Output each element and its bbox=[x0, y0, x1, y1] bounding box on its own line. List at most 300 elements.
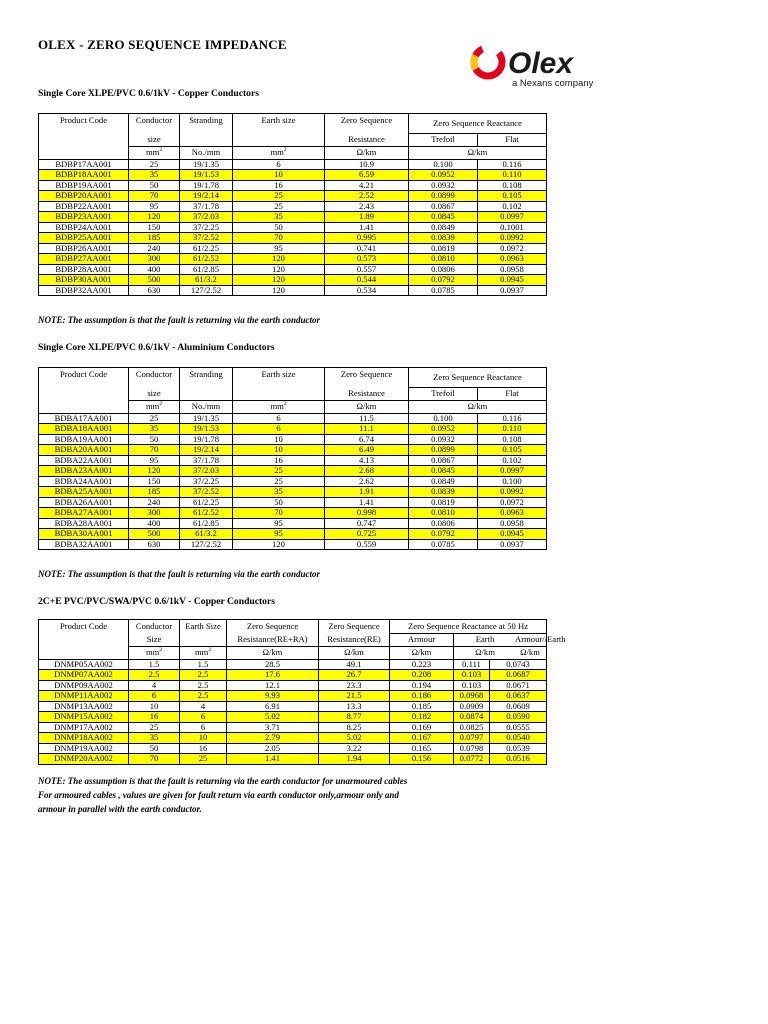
product-code-header: Product Code bbox=[39, 368, 129, 388]
cell-code: BDBA24AA001 bbox=[39, 476, 129, 487]
cell-rera: 17.6 bbox=[227, 670, 319, 681]
cell-size: 25 bbox=[129, 413, 180, 424]
cell-flat: 0.0937 bbox=[478, 539, 547, 550]
cell-code: DNMP17AA002 bbox=[39, 722, 129, 733]
cell-size: 50 bbox=[129, 434, 180, 445]
cell-rera: 28.5 bbox=[227, 659, 319, 670]
armour-earth-header: Armour//Earth bbox=[515, 634, 566, 645]
table-row bbox=[39, 434, 547, 445]
cell-code: BDBP28AA001 bbox=[39, 264, 129, 275]
cell-strand: 37/2.03 bbox=[180, 212, 233, 223]
cell-earthx: 0.0797 bbox=[454, 733, 490, 744]
cell-ae: 0.0590 bbox=[490, 712, 547, 723]
cell-res: 0.747 bbox=[325, 518, 409, 529]
table-row bbox=[39, 670, 547, 681]
flat-header: Flat bbox=[478, 134, 547, 147]
cell-code: BDBA25AA001 bbox=[39, 487, 129, 498]
cell-earth: 120 bbox=[233, 285, 325, 296]
cell-flat: 0.100 bbox=[478, 476, 547, 487]
swa-note-1: NOTE: The assumption is that the fault is returning via the earth conductor for unarmoured cables bbox=[38, 776, 408, 786]
cell-trefoil: 0.0792 bbox=[409, 529, 478, 540]
cell-strand: 61/2.85 bbox=[180, 518, 233, 529]
cell-armour: 0.156 bbox=[390, 754, 454, 765]
cell-res: 10.9 bbox=[325, 159, 409, 170]
cell-strand: 61/3.2 bbox=[180, 529, 233, 540]
table-row bbox=[39, 691, 547, 702]
armour-header: Armour bbox=[390, 634, 454, 647]
swa-note-3: armour in parallel with the earth conductor. bbox=[38, 804, 202, 814]
cell-code: BDBP26AA001 bbox=[39, 243, 129, 254]
logo-name: Olex bbox=[508, 47, 574, 80]
cell-earthx: 0.0825 bbox=[454, 722, 490, 733]
cell-code: BDBP32AA001 bbox=[39, 285, 129, 296]
cell-strand: 19/1.35 bbox=[180, 413, 233, 424]
earth-size-header: Earth Size bbox=[180, 620, 227, 634]
cell-re: 3.22 bbox=[319, 743, 390, 754]
conductor-unit: $mm^2$ bbox=[129, 646, 180, 659]
aluminium-section-title: Single Core XLPE/PVC 0.6/1kV - Aluminium Conductors bbox=[38, 342, 275, 353]
cell-armour: 0.169 bbox=[390, 722, 454, 733]
cell-size: 6 bbox=[129, 691, 180, 702]
resistance-unit: Ω/km bbox=[325, 400, 409, 413]
reactance-unit: Ω/km bbox=[409, 400, 547, 413]
conductor-header: Conductor bbox=[129, 114, 180, 134]
table-row bbox=[39, 285, 547, 296]
cell-res: 1.89 bbox=[325, 212, 409, 223]
table-row bbox=[39, 413, 547, 424]
cell-flat: 0.0997 bbox=[478, 466, 547, 477]
table-row bbox=[39, 180, 547, 191]
cell-res: 4.13 bbox=[325, 455, 409, 466]
copper-section-title: Single Core XLPE/PVC 0.6/1kV - Copper Conductors bbox=[38, 88, 259, 99]
cell-armour: 0.165 bbox=[390, 743, 454, 754]
cell-res: 11.5 bbox=[325, 413, 409, 424]
cell-flat: 0.102 bbox=[478, 455, 547, 466]
cell-trefoil: 0.0932 bbox=[409, 180, 478, 191]
cell-ae: 0.0540 bbox=[490, 733, 547, 744]
cell-flat: 0.0963 bbox=[478, 254, 547, 265]
copper-table bbox=[38, 113, 547, 296]
cell-earth: 10 bbox=[180, 733, 227, 744]
cell-res: 0.557 bbox=[325, 264, 409, 275]
cell-earth: 95 bbox=[233, 518, 325, 529]
cell-armour: 0.186 bbox=[390, 691, 454, 702]
cell-res: 0.998 bbox=[325, 508, 409, 519]
cell-ae: 0.0743 bbox=[490, 659, 547, 670]
cell-armour: 0.182 bbox=[390, 712, 454, 723]
cell-flat: 0.0972 bbox=[478, 243, 547, 254]
cell-trefoil: 0.0839 bbox=[409, 487, 478, 498]
cell-code: BDBA32AA001 bbox=[39, 539, 129, 550]
cell-earth: 10 bbox=[233, 170, 325, 181]
table-row bbox=[39, 680, 547, 691]
cell-code: BDBP27AA001 bbox=[39, 254, 129, 265]
cell-flat: 0.105 bbox=[478, 191, 547, 202]
cell-earth: 16 bbox=[233, 455, 325, 466]
earth-header: Earth bbox=[475, 634, 495, 645]
cell-trefoil: 0.0952 bbox=[409, 424, 478, 435]
cell-strand: 61/2.25 bbox=[180, 497, 233, 508]
cell-re: 8.77 bbox=[319, 712, 390, 723]
cell-size: 500 bbox=[129, 275, 180, 286]
cell-rera: 12.1 bbox=[227, 680, 319, 691]
cell-size: 50 bbox=[129, 180, 180, 191]
cell-code: BDBP18AA001 bbox=[39, 170, 129, 181]
cell-size: 1.5 bbox=[129, 659, 180, 670]
cell-armour: 0.223 bbox=[390, 659, 454, 670]
armour-unit: Ω/km bbox=[390, 646, 454, 659]
cell-earth: 10 bbox=[233, 434, 325, 445]
conductor-header-2: size bbox=[129, 134, 180, 147]
table-row bbox=[39, 455, 547, 466]
cell-code: DNMP09AA002 bbox=[39, 680, 129, 691]
cell-size: 16 bbox=[129, 712, 180, 723]
cell-code: DNMP13AA002 bbox=[39, 701, 129, 712]
stranding-header: Stranding bbox=[180, 368, 233, 388]
cell-size: 25 bbox=[129, 159, 180, 170]
table-row bbox=[39, 743, 547, 754]
cell-code: DNMP11AA002 bbox=[39, 691, 129, 702]
swa-table bbox=[38, 619, 566, 765]
table-row bbox=[39, 159, 547, 170]
cell-strand: 37/2.25 bbox=[180, 222, 233, 233]
cell-res: 0.544 bbox=[325, 275, 409, 286]
table-row bbox=[39, 487, 547, 498]
cell-trefoil: 0.0899 bbox=[409, 445, 478, 456]
table-row bbox=[39, 264, 547, 275]
cell-re: 13.3 bbox=[319, 701, 390, 712]
cell-code: BDBA22AA001 bbox=[39, 455, 129, 466]
rera-header: Zero Sequence bbox=[227, 620, 319, 634]
cell-size: 35 bbox=[129, 424, 180, 435]
cell-flat: 0.110 bbox=[478, 424, 547, 435]
table-row bbox=[39, 201, 547, 212]
aluminium-table bbox=[38, 367, 547, 550]
cell-size: 4 bbox=[129, 680, 180, 691]
cell-strand: 61/2.85 bbox=[180, 264, 233, 275]
cell-size: 50 bbox=[129, 743, 180, 754]
cell-earth: 10 bbox=[233, 445, 325, 456]
cell-code: BDBP24AA001 bbox=[39, 222, 129, 233]
cell-strand: 61/2.52 bbox=[180, 508, 233, 519]
cell-earth: 4 bbox=[180, 701, 227, 712]
earth-armour-header-cell bbox=[454, 634, 566, 647]
re-header: Zero Sequence bbox=[319, 620, 390, 634]
cell-earth: 35 bbox=[233, 212, 325, 223]
cell-strand: 37/2.03 bbox=[180, 466, 233, 477]
cell-strand: 37/2.25 bbox=[180, 476, 233, 487]
cell-trefoil: 0.0806 bbox=[409, 518, 478, 529]
cell-size: 70 bbox=[129, 191, 180, 202]
cell-code: BDBA30AA001 bbox=[39, 529, 129, 540]
cell-res: 0.741 bbox=[325, 243, 409, 254]
cell-earth: 70 bbox=[233, 233, 325, 244]
cell-size: 400 bbox=[129, 264, 180, 275]
earth-size-header: Earth size bbox=[233, 114, 325, 134]
cell-ae: 0.0637 bbox=[490, 691, 547, 702]
conductor-header-2: Size bbox=[129, 634, 180, 647]
table-row bbox=[39, 476, 547, 487]
cell-strand: 19/1.78 bbox=[180, 434, 233, 445]
earth-unit: $mm^2$ bbox=[180, 646, 227, 659]
armour-earth-unit: Ω/km bbox=[520, 647, 540, 658]
cell-res: 2.62 bbox=[325, 476, 409, 487]
cell-trefoil: 0.0810 bbox=[409, 508, 478, 519]
swa-note-2: For armoured cables , values are given for fault return via earth conductor only,armour only and bbox=[38, 790, 399, 800]
cell-trefoil: 0.0839 bbox=[409, 233, 478, 244]
cell-earth: 120 bbox=[233, 254, 325, 265]
cell-code: BDBA17AA001 bbox=[39, 413, 129, 424]
cell-strand: 37/2.52 bbox=[180, 487, 233, 498]
cell-code: DNMP18AA002 bbox=[39, 733, 129, 744]
cell-ae: 0.0516 bbox=[490, 754, 547, 765]
olex-ring-icon bbox=[468, 42, 507, 81]
cell-rera: 3.71 bbox=[227, 722, 319, 733]
rera-unit: Ω/km bbox=[227, 646, 319, 659]
aluminium-note: NOTE: The assumption is that the fault is returning via the earth conductor bbox=[38, 569, 321, 579]
table-row bbox=[39, 233, 547, 244]
cell-trefoil: 0.0819 bbox=[409, 243, 478, 254]
cell-armour: 0.208 bbox=[390, 670, 454, 681]
conductor-header: Conductor bbox=[129, 368, 180, 388]
resistance-unit: Ω/km bbox=[325, 146, 409, 159]
cell-code: BDBA23AA001 bbox=[39, 466, 129, 477]
zero-seq-reactance-header: Zero Sequence Reactance bbox=[409, 114, 547, 134]
cell-trefoil: 0.0845 bbox=[409, 466, 478, 477]
cell-strand: 19/1.35 bbox=[180, 159, 233, 170]
table-row bbox=[39, 518, 547, 529]
cell-strand: 19/2.14 bbox=[180, 191, 233, 202]
cell-earth: 120 bbox=[233, 275, 325, 286]
conductor-header-2: size bbox=[129, 388, 180, 401]
cell-earth: 50 bbox=[233, 222, 325, 233]
cell-res: 6.74 bbox=[325, 434, 409, 445]
table-row bbox=[39, 529, 547, 540]
cell-trefoil: 0.0849 bbox=[409, 476, 478, 487]
table-row bbox=[39, 508, 547, 519]
cell-flat: 0.108 bbox=[478, 434, 547, 445]
cell-strand: 19/1.53 bbox=[180, 170, 233, 181]
conductor-header: Conductor bbox=[129, 620, 180, 634]
cell-size: 150 bbox=[129, 476, 180, 487]
cell-trefoil: 0.0899 bbox=[409, 191, 478, 202]
cell-code: BDBA28AA001 bbox=[39, 518, 129, 529]
cell-size: 95 bbox=[129, 201, 180, 212]
cell-rera: 2.05 bbox=[227, 743, 319, 754]
cell-res: 6.49 bbox=[325, 445, 409, 456]
trefoil-header: Trefoil bbox=[409, 134, 478, 147]
cell-code: DNMP15AA002 bbox=[39, 712, 129, 723]
cell-earth: 6 bbox=[180, 712, 227, 723]
table-row bbox=[39, 445, 547, 456]
cell-size: 240 bbox=[129, 497, 180, 508]
cell-size: 240 bbox=[129, 243, 180, 254]
cell-flat: 0.0963 bbox=[478, 508, 547, 519]
cell-re: 26.7 bbox=[319, 670, 390, 681]
cell-earth: 1.5 bbox=[180, 659, 227, 670]
resistance-header-2: Resistance bbox=[325, 134, 409, 147]
cell-earth: 70 bbox=[233, 508, 325, 519]
cell-res: 4.21 bbox=[325, 180, 409, 191]
cell-earth: 6 bbox=[233, 424, 325, 435]
cell-earthx: 0.103 bbox=[454, 680, 490, 691]
cell-rera: 1.41 bbox=[227, 754, 319, 765]
copper-note: NOTE: The assumption is that the fault is returning via the earth conductor bbox=[38, 315, 321, 325]
cell-size: 25 bbox=[129, 722, 180, 733]
cell-trefoil: 0.0867 bbox=[409, 201, 478, 212]
table-row bbox=[39, 497, 547, 508]
cell-armour: 0.167 bbox=[390, 733, 454, 744]
cell-trefoil: 0.0806 bbox=[409, 264, 478, 275]
cell-strand: 19/1.78 bbox=[180, 180, 233, 191]
cell-size: 70 bbox=[129, 445, 180, 456]
re-unit: Ω/km bbox=[319, 646, 390, 659]
cell-res: 2.52 bbox=[325, 191, 409, 202]
cell-size: 185 bbox=[129, 233, 180, 244]
cell-trefoil: 0.100 bbox=[409, 159, 478, 170]
cell-earthx: 0.103 bbox=[454, 670, 490, 681]
conductor-unit: $mm^2$ bbox=[129, 146, 180, 159]
cell-res: 1.91 bbox=[325, 487, 409, 498]
cell-rera: 9.93 bbox=[227, 691, 319, 702]
cell-code: DNMP20AA002 bbox=[39, 754, 129, 765]
cell-earthx: 0.0968 bbox=[454, 691, 490, 702]
table-row bbox=[39, 243, 547, 254]
cell-earthx: 0.0874 bbox=[454, 712, 490, 723]
cell-flat: 0.0937 bbox=[478, 285, 547, 296]
cell-earth: 95 bbox=[233, 529, 325, 540]
stranding-header: Stranding bbox=[180, 114, 233, 134]
table-row bbox=[39, 275, 547, 286]
cell-earth: 25 bbox=[233, 476, 325, 487]
cell-flat: 0.102 bbox=[478, 201, 547, 212]
reactance-50hz-header: Zero Sequence Reactance at 50 Hz bbox=[390, 620, 547, 634]
table-row bbox=[39, 712, 547, 723]
earth-unit: $mm^2$ bbox=[233, 400, 325, 413]
cell-code: BDBA27AA001 bbox=[39, 508, 129, 519]
cell-trefoil: 0.0785 bbox=[409, 539, 478, 550]
cell-ae: 0.0609 bbox=[490, 701, 547, 712]
cell-trefoil: 0.0867 bbox=[409, 455, 478, 466]
cell-code: BDBA20AA001 bbox=[39, 445, 129, 456]
cell-res: 2.43 bbox=[325, 201, 409, 212]
cell-trefoil: 0.100 bbox=[409, 413, 478, 424]
cell-trefoil: 0.0792 bbox=[409, 275, 478, 286]
reactance-unit: Ω/km bbox=[409, 146, 547, 159]
table-row bbox=[39, 466, 547, 477]
stranding-unit: No./mm bbox=[180, 400, 233, 413]
cell-strand: 19/1.53 bbox=[180, 424, 233, 435]
table-row bbox=[39, 754, 547, 765]
cell-size: 150 bbox=[129, 222, 180, 233]
cell-flat: 0.0992 bbox=[478, 233, 547, 244]
table-row bbox=[39, 212, 547, 223]
cell-code: BDBA26AA001 bbox=[39, 497, 129, 508]
zero-seq-reactance-header: Zero Sequence Reactance bbox=[409, 368, 547, 388]
cell-ae: 0.0539 bbox=[490, 743, 547, 754]
cell-strand: 37/2.52 bbox=[180, 233, 233, 244]
olex-logo bbox=[468, 38, 618, 90]
cell-earth: 120 bbox=[233, 264, 325, 275]
cell-flat: 0.116 bbox=[478, 413, 547, 424]
cell-flat: 0.0945 bbox=[478, 275, 547, 286]
cell-earth: 2.5 bbox=[180, 680, 227, 691]
trefoil-header: Trefoil bbox=[409, 388, 478, 401]
cell-flat: 0.105 bbox=[478, 445, 547, 456]
cell-size: 35 bbox=[129, 170, 180, 181]
cell-strand: 61/2.52 bbox=[180, 254, 233, 265]
cell-armour: 0.194 bbox=[390, 680, 454, 691]
cell-flat: 0.0972 bbox=[478, 497, 547, 508]
table-row bbox=[39, 424, 547, 435]
earth-unit: $mm^2$ bbox=[233, 146, 325, 159]
product-code-header: Product Code bbox=[39, 114, 129, 134]
cell-flat: 0.110 bbox=[478, 170, 547, 181]
cell-res: 6.59 bbox=[325, 170, 409, 181]
cell-flat: 0.0958 bbox=[478, 264, 547, 275]
cell-ae: 0.0687 bbox=[490, 670, 547, 681]
table-row bbox=[39, 254, 547, 265]
cell-ae: 0.0555 bbox=[490, 722, 547, 733]
cell-res: 1.41 bbox=[325, 497, 409, 508]
cell-code: BDBP30AA001 bbox=[39, 275, 129, 286]
cell-trefoil: 0.0810 bbox=[409, 254, 478, 265]
product-code-header: Product Code bbox=[39, 620, 129, 634]
cell-size: 70 bbox=[129, 754, 180, 765]
cell-flat: 0.0958 bbox=[478, 518, 547, 529]
cell-re: 8.25 bbox=[319, 722, 390, 733]
cell-size: 630 bbox=[129, 285, 180, 296]
earth-unit-2: Ω/km bbox=[475, 647, 495, 658]
cell-flat: 0.116 bbox=[478, 159, 547, 170]
cell-res: 0.995 bbox=[325, 233, 409, 244]
cell-strand: 37/1.78 bbox=[180, 201, 233, 212]
cell-strand: 61/2.25 bbox=[180, 243, 233, 254]
cell-code: BDBA19AA001 bbox=[39, 434, 129, 445]
cell-strand: 37/1.78 bbox=[180, 455, 233, 466]
cell-res: 11.1 bbox=[325, 424, 409, 435]
cell-strand: 127/2.52 bbox=[180, 285, 233, 296]
cell-code: BDBP19AA001 bbox=[39, 180, 129, 191]
cell-size: 630 bbox=[129, 539, 180, 550]
cell-rera: 6.91 bbox=[227, 701, 319, 712]
logo-tagline: a Nexans company bbox=[512, 78, 594, 89]
cell-code: BDBA18AA001 bbox=[39, 424, 129, 435]
cell-flat: 0.108 bbox=[478, 180, 547, 191]
cell-trefoil: 0.0819 bbox=[409, 497, 478, 508]
cell-res: 0.534 bbox=[325, 285, 409, 296]
cell-rera: 5.02 bbox=[227, 712, 319, 723]
cell-earth: 25 bbox=[233, 191, 325, 202]
cell-earthx: 0.0772 bbox=[454, 754, 490, 765]
cell-size: 10 bbox=[129, 701, 180, 712]
cell-size: 35 bbox=[129, 733, 180, 744]
cell-earthx: 0.0909 bbox=[454, 701, 490, 712]
cell-res: 1.41 bbox=[325, 222, 409, 233]
zero-seq-resistance-header: Zero Sequence bbox=[325, 368, 409, 388]
conductor-unit: $mm^2$ bbox=[129, 400, 180, 413]
cell-earth: 25 bbox=[233, 466, 325, 477]
table-row bbox=[39, 539, 547, 550]
cell-code: BDBP17AA001 bbox=[39, 159, 129, 170]
cell-earth: 6 bbox=[233, 413, 325, 424]
cell-earth: 35 bbox=[233, 487, 325, 498]
cell-size: 400 bbox=[129, 518, 180, 529]
cell-rera: 2.79 bbox=[227, 733, 319, 744]
cell-strand: 127/2.52 bbox=[180, 539, 233, 550]
cell-code: DNMP07AA002 bbox=[39, 670, 129, 681]
swa-section-title: 2C+E PVC/PVC/SWA/PVC 0.6/1kV - Copper Conductors bbox=[38, 596, 275, 607]
